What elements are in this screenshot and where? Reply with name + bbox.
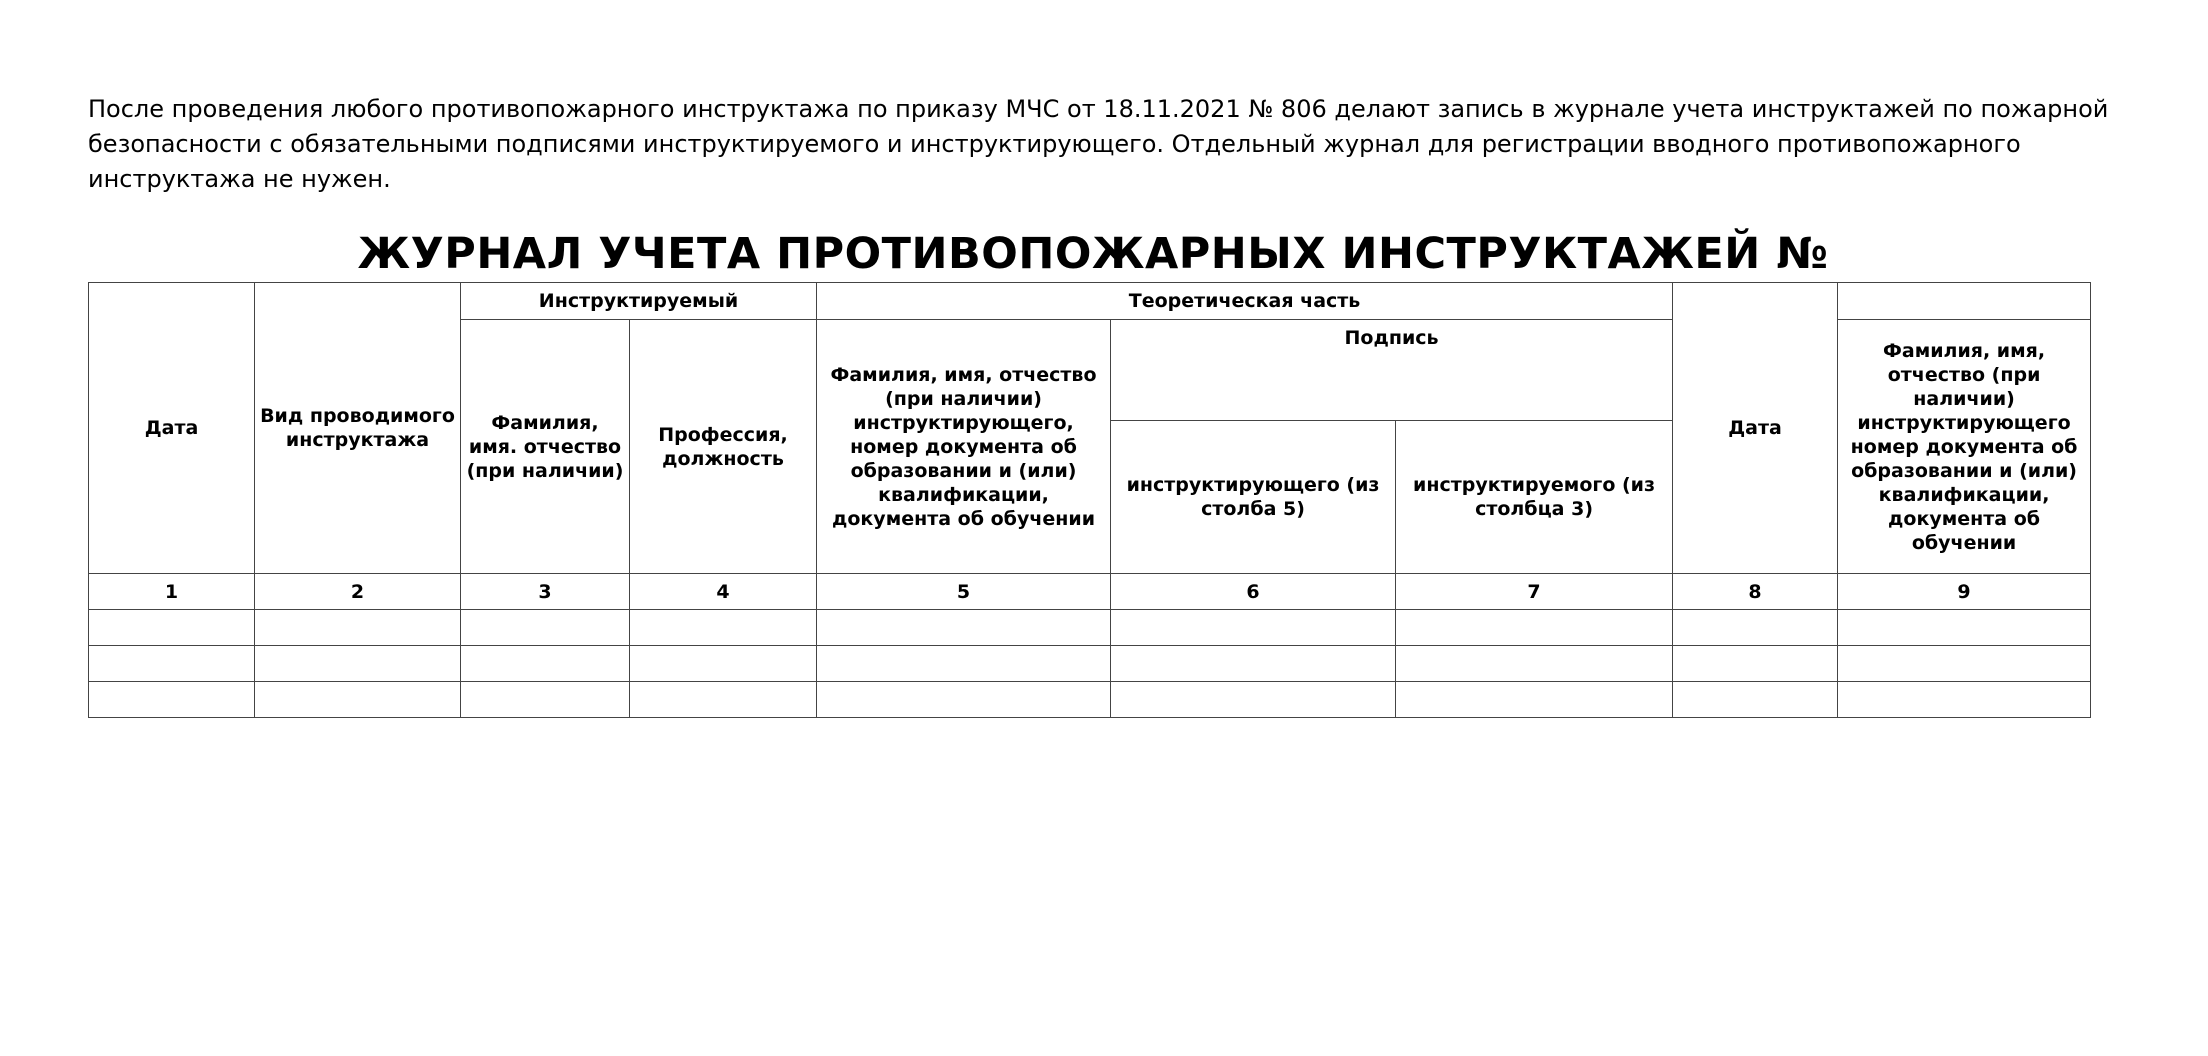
table-cell bbox=[461, 610, 630, 646]
header-theory-group: Теоретическая часть bbox=[817, 283, 1673, 320]
table-cell bbox=[1673, 682, 1838, 718]
header-row-1 bbox=[89, 283, 2091, 320]
table-cell bbox=[630, 682, 817, 718]
column-number: 7 bbox=[1396, 574, 1673, 610]
table-row bbox=[89, 610, 2091, 646]
header-signature-instructed: инструктируемого (из столбца 3) bbox=[1396, 421, 1673, 574]
header-date-2: Дата bbox=[1673, 283, 1838, 574]
table-cell bbox=[89, 682, 255, 718]
table-cell bbox=[1838, 610, 2091, 646]
table-cell bbox=[1111, 646, 1396, 682]
table-cell bbox=[255, 682, 461, 718]
table-cell bbox=[89, 646, 255, 682]
intro-paragraph: После проведения любого противопожарного инструктажа по приказу МЧС от 18.11.2021 № 806 делают запись в журнале учета инструктажей по пожарной безопасности с обязательными подписями инструктируемого и инструктирующего. Отдельный журнал для регистрации вводного противопожарного инструктажа не нужен. bbox=[88, 95, 2109, 193]
table-cell bbox=[817, 610, 1111, 646]
table-cell bbox=[1673, 646, 1838, 682]
table-cell bbox=[1111, 610, 1396, 646]
table-cell bbox=[630, 646, 817, 682]
table-cell bbox=[1111, 682, 1396, 718]
column-number: 3 bbox=[461, 574, 630, 610]
column-number: 8 bbox=[1673, 574, 1838, 610]
table-row bbox=[89, 646, 2091, 682]
table-cell bbox=[255, 646, 461, 682]
column-number: 6 bbox=[1111, 574, 1396, 610]
header-date: Дата bbox=[89, 283, 255, 574]
header-signature-group: Подпись bbox=[1111, 320, 1673, 421]
table-cell bbox=[1396, 646, 1673, 682]
header-profession: Профессия, должность bbox=[630, 320, 817, 574]
instruction-journal-table bbox=[88, 282, 2091, 718]
header-instructor-name: Фамилия, имя, отчество (при наличии) инструктирующего, номер документа об образовании и (или) квалификации, документа об обучении bbox=[817, 320, 1111, 574]
table-cell bbox=[1396, 682, 1673, 718]
table-cell bbox=[1838, 646, 2091, 682]
header-instructed-name: Фамилия, имя. отчество (при наличии) bbox=[461, 320, 630, 574]
header-instruction-type: Вид проводимого инструктажа bbox=[255, 283, 461, 574]
header-instructed-group: Инструктируемый bbox=[461, 283, 817, 320]
table-cell bbox=[255, 610, 461, 646]
column-number: 4 bbox=[630, 574, 817, 610]
header-signature-instructor: инструктирующего (из столба 5) bbox=[1111, 421, 1396, 574]
table-row bbox=[89, 682, 2091, 718]
column-number: 1 bbox=[89, 574, 255, 610]
table-cell bbox=[817, 682, 1111, 718]
column-number: 9 bbox=[1838, 574, 2091, 610]
table-cell bbox=[89, 610, 255, 646]
table-cell bbox=[630, 610, 817, 646]
column-number: 2 bbox=[255, 574, 461, 610]
header-col9-name: Фамилия, имя, отчество (при наличии) инструктирующего номер документа об образовании и (или) квалификации, документа об обучении bbox=[1838, 320, 2091, 574]
table-cell bbox=[1396, 610, 1673, 646]
table-cell bbox=[1838, 682, 2091, 718]
header-col9-top bbox=[1838, 283, 2091, 320]
journal-title: ЖУРНАЛ УЧЕТА ПРОТИВОПОЖАРНЫХ ИНСТРУКТАЖЕЙ № bbox=[357, 229, 1829, 279]
column-number: 5 bbox=[817, 574, 1111, 610]
table-cell bbox=[1673, 610, 1838, 646]
table-cell bbox=[817, 646, 1111, 682]
table-cell bbox=[461, 646, 630, 682]
column-number-row bbox=[89, 574, 2091, 610]
table-cell bbox=[461, 682, 630, 718]
